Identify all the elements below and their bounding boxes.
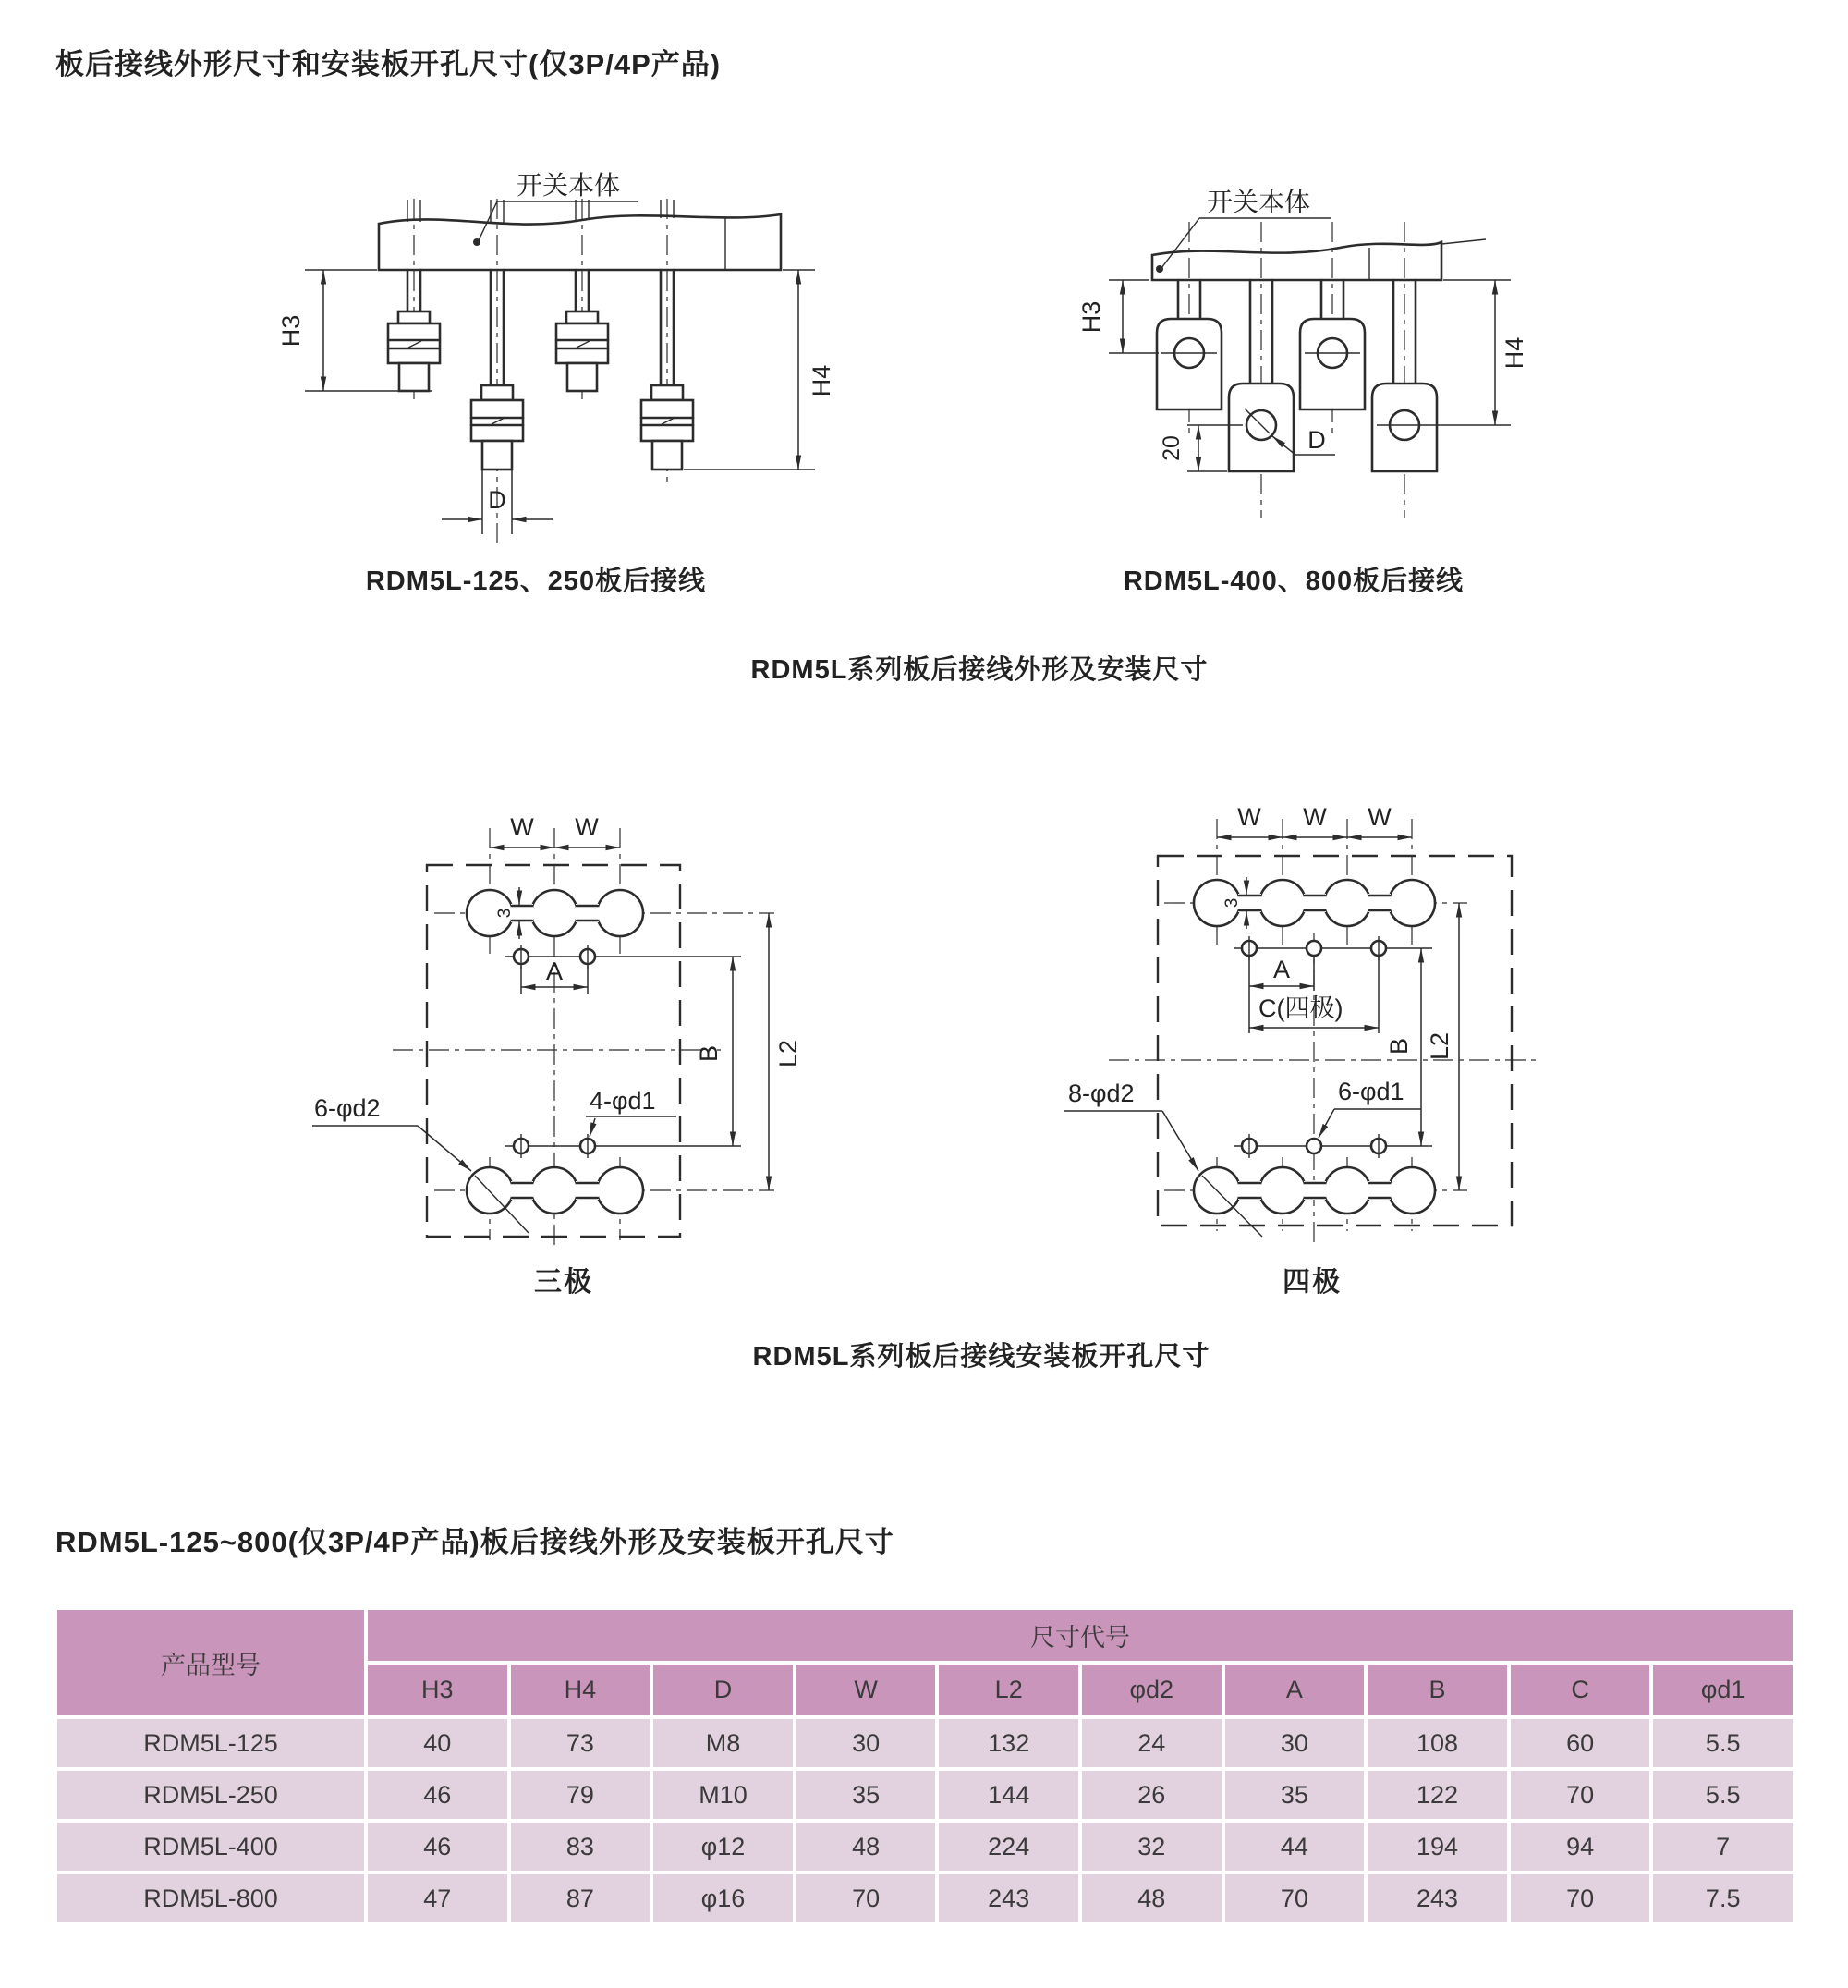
- table-cell: 47: [368, 1874, 507, 1922]
- pole-caption: 四极: [1283, 1267, 1342, 1298]
- table-cell: 5.5: [1653, 1771, 1793, 1819]
- table-cell: 7.5: [1653, 1874, 1793, 1922]
- bottom-small-holes: [1234, 1134, 1432, 1158]
- table-cell: 243: [939, 1874, 1078, 1922]
- table-cell: φ12: [653, 1823, 793, 1871]
- table-header-model: 产品型号: [57, 1610, 364, 1715]
- table-column-header: D: [653, 1665, 793, 1715]
- l2-dimension: [769, 913, 802, 1190]
- table-cell: 108: [1368, 1719, 1507, 1767]
- switch-body-panel: [379, 214, 781, 270]
- table-cell: 48: [1082, 1874, 1222, 1922]
- table-cell-model: RDM5L-125: [57, 1719, 364, 1767]
- figure-group-caption: RDM5L系列板后接线外形及安装尺寸: [750, 655, 1209, 685]
- table-cell: 48: [796, 1823, 936, 1871]
- table-column-header: B: [1368, 1665, 1507, 1715]
- h4-dimension: [684, 270, 835, 470]
- d1-hole-label: 4-φd1: [590, 1087, 656, 1115]
- table-cell: 144: [939, 1771, 1078, 1819]
- d1-hole-callout: [1319, 1078, 1421, 1138]
- table-cell: 44: [1225, 1823, 1365, 1871]
- table-cell: M10: [653, 1771, 793, 1819]
- table-column-header: φd2: [1082, 1665, 1222, 1715]
- table-column-header: L2: [939, 1665, 1078, 1715]
- d2-hole-callout: [312, 1094, 471, 1171]
- table-cell: M8: [653, 1719, 793, 1767]
- b-dimension: [1385, 948, 1421, 1146]
- d-dimension-label: D: [1307, 426, 1326, 454]
- table-cell: 60: [1511, 1719, 1650, 1767]
- table-cell-model: RDM5L-250: [57, 1771, 364, 1819]
- figure-group-caption: RDM5L系列板后接线安装板开孔尺寸: [752, 1342, 1210, 1372]
- table-cell: 83: [511, 1823, 650, 1871]
- switch-body-label: 开关本体: [1206, 188, 1311, 216]
- w-dimension-label: W: [1237, 803, 1261, 831]
- slot-width-label: 3: [495, 908, 515, 919]
- table-column-header: A: [1225, 1665, 1365, 1715]
- rear-wiring-125-250-drawing: [231, 120, 841, 559]
- table-cell: 5.5: [1653, 1719, 1793, 1767]
- l2-dimension: [1426, 903, 1459, 1190]
- table-cell: 224: [939, 1823, 1078, 1871]
- h4-dimension: [1432, 280, 1528, 425]
- h3-dimension-label: H3: [1077, 300, 1105, 334]
- b-dimension: [695, 957, 733, 1146]
- b-dimension-label: B: [1385, 1037, 1413, 1055]
- table-cell: 30: [1225, 1719, 1365, 1767]
- d1-hole-label: 6-φd1: [1338, 1078, 1404, 1105]
- section-title: RDM5L-125~800(仅3P/4P产品)板后接线外形及安装板开孔尺寸: [55, 1526, 894, 1558]
- table-cell: 40: [368, 1719, 507, 1767]
- table-cell: 70: [796, 1874, 936, 1922]
- page-title: 板后接线外形尺寸和安装板开孔尺寸(仅3P/4P产品): [55, 48, 722, 80]
- table-cell: 70: [1225, 1874, 1365, 1922]
- table-cell: 35: [1225, 1771, 1365, 1819]
- pole-caption: 三极: [534, 1267, 593, 1298]
- switch-body-callout: [473, 171, 638, 246]
- rear-wiring-400-800-drawing: [1044, 129, 1543, 555]
- table-cell: 24: [1082, 1719, 1222, 1767]
- table-cell: 70: [1511, 1771, 1650, 1819]
- switch-body-panel: [1152, 239, 1486, 280]
- table-column-header: φd1: [1653, 1665, 1793, 1715]
- table-cell: 32: [1082, 1823, 1222, 1871]
- table-cell: 46: [368, 1823, 507, 1871]
- top-small-holes: [505, 945, 741, 969]
- w-dimension-label: W: [575, 813, 599, 841]
- centerlines: [1109, 819, 1536, 1244]
- stud-centerlines: [414, 199, 667, 543]
- figure-caption: RDM5L-400、800板后接线: [1123, 567, 1465, 596]
- c-dimension-label: C(四极): [1258, 994, 1343, 1022]
- table-cell: φ16: [653, 1874, 793, 1922]
- w-dimension-label: W: [1303, 803, 1327, 831]
- table-cell-model: RDM5L-400: [57, 1823, 364, 1871]
- b-dimension-label: B: [695, 1044, 723, 1063]
- table-cell: 243: [1368, 1874, 1507, 1922]
- table-cell: 70: [1511, 1874, 1650, 1922]
- d-dimension-label: D: [488, 486, 506, 514]
- bottom-small-holes: [505, 1134, 741, 1158]
- table-header-dims: 尺寸代号: [368, 1610, 1793, 1661]
- a-dimension-label: A: [1272, 956, 1291, 983]
- table-cell: 87: [511, 1874, 650, 1922]
- switch-body-callout: [1156, 188, 1331, 273]
- top-small-holes: [1234, 936, 1432, 960]
- h3-dimension: [1077, 280, 1159, 353]
- l2-dimension-label: L2: [774, 1039, 802, 1068]
- switch-body-label: 开关本体: [516, 171, 621, 200]
- table-column-header: H3: [368, 1665, 507, 1715]
- dimension-table: [57, 1610, 1793, 1922]
- table-cell: 46: [368, 1771, 507, 1819]
- table-cell-model: RDM5L-800: [57, 1874, 364, 1922]
- slot-width-label: 3: [1222, 897, 1242, 909]
- d2-hole-label: 8-φd2: [1068, 1079, 1135, 1107]
- table-column-header: H4: [511, 1665, 650, 1715]
- w-dimension-label: W: [1368, 803, 1392, 831]
- table-cell: 132: [939, 1719, 1078, 1767]
- d2-hole-label: 6-φd2: [314, 1094, 381, 1122]
- top-slot-row: [467, 890, 643, 936]
- dim-20-label: 20: [1159, 435, 1185, 461]
- table-cell: 122: [1368, 1771, 1507, 1819]
- figure-caption: RDM5L-125、250板后接线: [365, 567, 707, 596]
- a-dimension-label: A: [545, 957, 564, 985]
- w-dimensions: [1217, 803, 1412, 837]
- table-cell: 30: [796, 1719, 936, 1767]
- table-cell: 79: [511, 1771, 650, 1819]
- table-cell: 194: [1368, 1823, 1507, 1871]
- table-cell: 26: [1082, 1771, 1222, 1819]
- table-cell: 94: [1511, 1823, 1650, 1871]
- d2-hole-callout: [1064, 1079, 1198, 1171]
- upper-terminal-studs: [388, 270, 608, 391]
- h4-dimension-label: H4: [1501, 336, 1528, 370]
- four-pole-drilling-drawing: [1053, 795, 1571, 1252]
- l2-dimension-label: L2: [1426, 1031, 1453, 1061]
- h4-dimension-label: H4: [808, 364, 835, 397]
- table-cell: 73: [511, 1719, 650, 1767]
- table-cell: 35: [796, 1771, 936, 1819]
- w-dimension-label: W: [510, 813, 534, 841]
- three-pole-drilling-drawing: [305, 795, 822, 1252]
- d1-hole-callout: [586, 1087, 676, 1137]
- h3-dimension-label: H3: [277, 314, 305, 348]
- table-column-header: C: [1511, 1665, 1650, 1715]
- bottom-slot-row: [467, 1167, 643, 1233]
- table-cell: 7: [1653, 1823, 1793, 1871]
- table-column-header: W: [796, 1665, 936, 1715]
